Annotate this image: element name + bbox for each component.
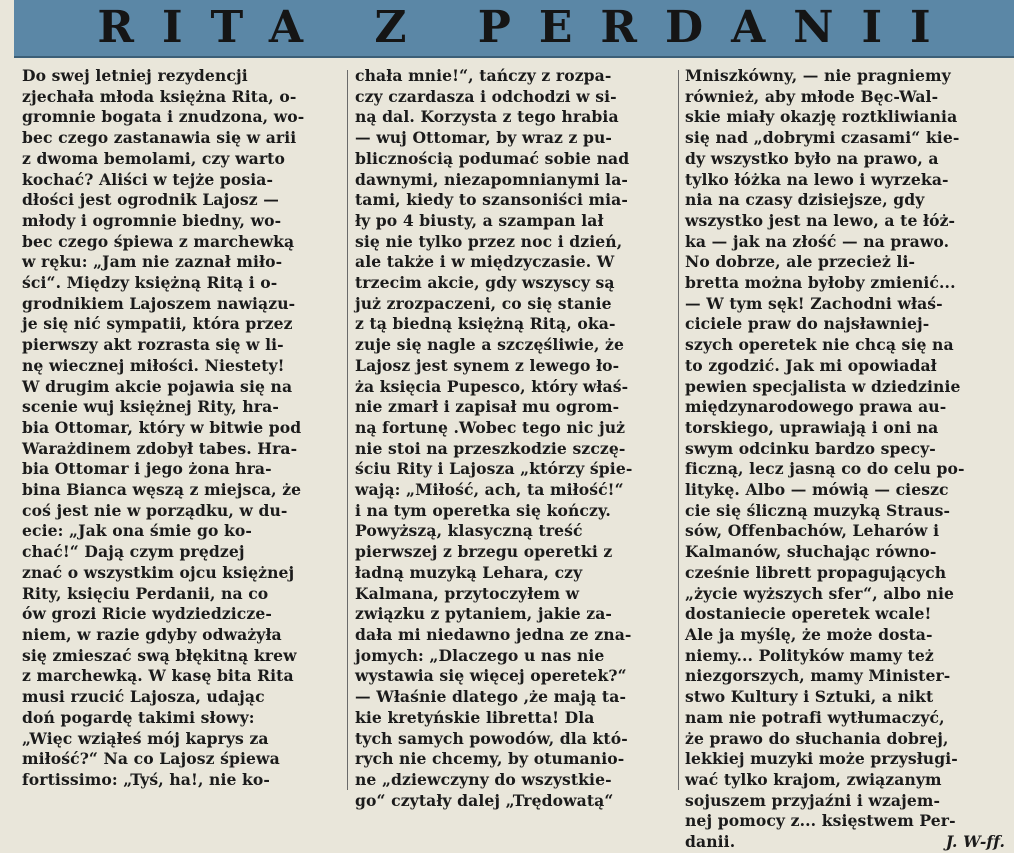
text-line: nie zmarł i zapisał mu ogrom- xyxy=(355,397,620,417)
text-line: Do swej letniej rezydencji xyxy=(22,66,248,85)
text-line: dostaniecie operetek wcale! xyxy=(685,604,932,624)
text-line: Kalmanów, słuchając równo- xyxy=(685,542,937,562)
text-line: nę wiecznej miłości. Niestety! xyxy=(22,355,285,375)
text-line: Powyższą, klasyczną treść xyxy=(355,521,583,541)
text-line: niemy... Polityków mamy też xyxy=(685,645,934,665)
text-line: je się nić sympatii, która przez xyxy=(22,314,293,334)
text-line: związku z pytaniem, jakie za- xyxy=(355,604,612,624)
text-line: dała mi niedawno jedna ze zna- xyxy=(355,624,632,644)
text-line: blicznością podumać sobie nad xyxy=(355,148,630,168)
text-line: dy wszystko było na prawo, a xyxy=(685,148,939,168)
text-line: dłości jest ogrodnik Lajosz — xyxy=(22,190,279,210)
text-line: pierwszej z brzegu operetki z xyxy=(355,542,613,562)
text-line: się zmieszać swą błękitną krew xyxy=(22,645,297,665)
text-line: litykę. Albo — mówią — cieszc xyxy=(685,480,949,500)
text-line: miłość?“ Na co Lajosz śpiewa xyxy=(22,749,280,769)
text-line: ne „dziewczyny do wszystkie- xyxy=(355,769,612,789)
text-line: pewien specjalista w dziedzinie xyxy=(685,376,961,396)
text-line: Ale ja myślę, że może dosta- xyxy=(685,624,933,644)
article-column-3 xyxy=(685,66,1005,852)
text-line: ły po 4 biusty, a szampan lał xyxy=(355,210,604,230)
text-line: dawnymi, niezapomnianymi la- xyxy=(355,169,628,189)
column-divider xyxy=(678,70,679,790)
text-line: ładną muzyką Lehara, czy xyxy=(355,562,583,582)
text-line: „życie wyższych sfer“, albo nie xyxy=(685,583,955,603)
text-line: szych operetek nie chcą się na xyxy=(685,335,954,355)
text-line: coś jest nie w porządku, w du- xyxy=(22,500,288,520)
text-line: wystawia się więcej operetek?“ xyxy=(355,666,627,686)
text-line: to zgodzić. Jak mi opowiadał xyxy=(685,355,937,375)
text-line: tych samych powodów, dla któ- xyxy=(355,728,628,748)
text-line: zuje się nagle a szczęśliwie, że xyxy=(355,335,625,355)
text-line: bretta można byłoby zmienić... xyxy=(685,273,956,293)
text-line: ów grozi Ricie wydziedzicze- xyxy=(22,604,272,624)
text-line: sojuszem przyjaźni i wzajem- xyxy=(685,790,941,810)
text-line: bina Bianca węszą z miejsca, że xyxy=(22,480,302,500)
text-line: Rity, księciu Perdanii, na co xyxy=(22,583,269,603)
text-line: ściu Rity i Lajosza „którzy śpie- xyxy=(355,459,633,479)
text-line: ną dal. Korzysta z tego hrabia xyxy=(355,107,619,127)
text-line: nej pomocy z... księstwem Per- xyxy=(685,811,956,831)
text-line: z marchewką. W kasę bita Rita xyxy=(22,666,294,686)
article-column-2 xyxy=(355,66,672,810)
text-line: bia Ottomar, który w bitwie pod xyxy=(22,417,302,437)
text-line: jomych: „Dlaczego u nas nie xyxy=(355,645,605,665)
text-line: trzecim akcie, gdy wszyscy są xyxy=(355,273,615,293)
text-line: cie się śliczną muzyką Straus- xyxy=(685,500,951,520)
text-line: skie miały okazję roztkliwiania xyxy=(685,107,958,127)
text-line: i na tym operetka się kończy. xyxy=(355,500,611,520)
text-line: z dwoma bemolami, czy warto xyxy=(22,148,285,168)
text-line: wszystko jest na lewo, a te łóż- xyxy=(685,210,956,230)
text-line: tylko łóżka na lewo i wyrzeka- xyxy=(685,169,949,189)
text-line: cześnie librett propagujących xyxy=(685,562,947,582)
text-line: również, aby młode Bęc-Wal- xyxy=(685,86,939,106)
text-line: gromnie bogata i znudzona, wo- xyxy=(22,107,305,127)
text-line: swym odcinku bardzo specy- xyxy=(685,438,936,458)
text-line: ną fortunę .Wobec tego nic już xyxy=(355,417,626,437)
text-line: międzynarodowego prawa au- xyxy=(685,397,947,417)
text-line: bec czego śpiewa z marchewką xyxy=(22,231,295,251)
text-line: że prawo do słuchania dobrej, xyxy=(685,728,949,748)
text-line: kochać? Aliści w tejże posia- xyxy=(22,169,274,189)
text-line: wają: „Miłość, ach, ta miłość!“ xyxy=(355,480,624,500)
text-line: w ręku: „Jam nie zaznał miło- xyxy=(22,252,283,272)
text-line: nia na czasy dzisiejsze, gdy xyxy=(685,190,925,210)
text-line: zjechała młoda księżna Rita, o- xyxy=(22,86,297,106)
text-line: tami, kiedy to szansoniści mia- xyxy=(355,190,628,210)
text-line: „Więc wziąłeś mój kaprys za xyxy=(22,728,269,748)
text-line: bec czego zastanawia się w arii xyxy=(22,128,297,148)
text-line: Lajosz jest synem z lewego ło- xyxy=(355,355,620,375)
text-line: czy czardasza i odchodzi w si- xyxy=(355,86,617,106)
author-signature: J. W-ff. xyxy=(945,832,1005,852)
column-divider xyxy=(347,70,348,790)
text-line: musi rzucić Lajosza, udając xyxy=(22,687,265,707)
text-line: chać!“ Dają czym prędzej xyxy=(22,542,245,562)
text-line: Kalmana, przytoczyłem w xyxy=(355,583,580,603)
text-line: sów, Offenbachów, Leharów i xyxy=(685,521,940,541)
text-line: z tą biedną księżną Ritą, oka- xyxy=(355,314,616,334)
text-line: kie kretyńskie libretta! Dla xyxy=(355,707,595,727)
text-line: już zrozpaczeni, co się stanie xyxy=(355,293,612,313)
text-line: stwo Kultury i Sztuki, a nikt xyxy=(685,687,934,707)
text-line: niem, w razie gdyby odważyła xyxy=(22,624,282,644)
article-column-1 xyxy=(22,66,340,796)
text-line: wać tylko krajom, związanym xyxy=(685,769,942,789)
text-line: nie stoi na przeszkodzie szczę- xyxy=(355,438,626,458)
text-line: ciciele praw do najsławniej- xyxy=(685,314,930,334)
text-line: scenie wuj księżnej Rity, hra- xyxy=(22,397,279,417)
text-line: bia Ottomar i jego żona hra- xyxy=(22,459,272,479)
article-body xyxy=(22,66,1008,852)
text-line: lekkiej muzyki może przysługi- xyxy=(685,749,958,769)
text-line: chała mnie!“, tańczy z rozpa- xyxy=(355,66,612,85)
text-line: ficzną, lecz jasną co do celu po- xyxy=(685,459,965,479)
text-line: No dobrze, ale przecież li- xyxy=(685,252,916,272)
text-line: młody i ogromnie biedny, wo- xyxy=(22,210,282,230)
text-line: ża księcia Pupesco, który właś- xyxy=(355,376,629,396)
text-line: grodnikiem Lajoszem nawiązu- xyxy=(22,293,296,313)
text-line: ka — jak na złość — na prawo. xyxy=(685,231,950,251)
text-line: się nad „dobrymi czasami“ kie- xyxy=(685,128,960,148)
text-line: nam nie potrafi wytłumaczyć, xyxy=(685,707,945,727)
text-line: ści“. Między księżną Ritą i o- xyxy=(22,273,278,293)
text-line: ale także i w międzyczasie. W xyxy=(355,252,615,272)
text-line: znać o wszystkim ojcu księżnej xyxy=(22,562,295,582)
text-line: rych nie chcemy, by otumanio- xyxy=(355,749,625,769)
text-line: go“ czytały dalej „Trędowatą“ xyxy=(355,790,614,810)
text-line: W drugim akcie pojawia się na xyxy=(22,376,293,396)
text-line: torskiego, uprawiają i oni na xyxy=(685,417,939,437)
text-line: Mniszkówny, — nie pragniemy xyxy=(685,66,951,85)
text-line: — W tym sęk! Zachodni właś- xyxy=(685,293,943,313)
text-line: Warażdinem zdobył tabes. Hra- xyxy=(22,438,298,458)
text-line: niezgorszych, mamy Minister- xyxy=(685,666,951,686)
text-line: — wuj Ottomar, by wraz z pu- xyxy=(355,128,613,148)
text-line: danii. J. W-ff. xyxy=(685,832,1005,852)
text-line: się nie tylko przez noc i dzień, xyxy=(355,231,623,251)
text-line: pierwszy akt rozrasta się w li- xyxy=(22,335,284,355)
text-line: doń pogardę takimi słowy: xyxy=(22,707,255,727)
title-banner xyxy=(14,0,1014,58)
text-line: fortissimo: „Tyś, ha!, nie ko- xyxy=(22,769,270,789)
text-line: ecie: „Jak ona śmie go ko- xyxy=(22,521,252,541)
text-line: — Właśnie dlatego ,że mają ta- xyxy=(355,687,627,707)
article-title: RITA Z PERDANII xyxy=(97,2,959,53)
